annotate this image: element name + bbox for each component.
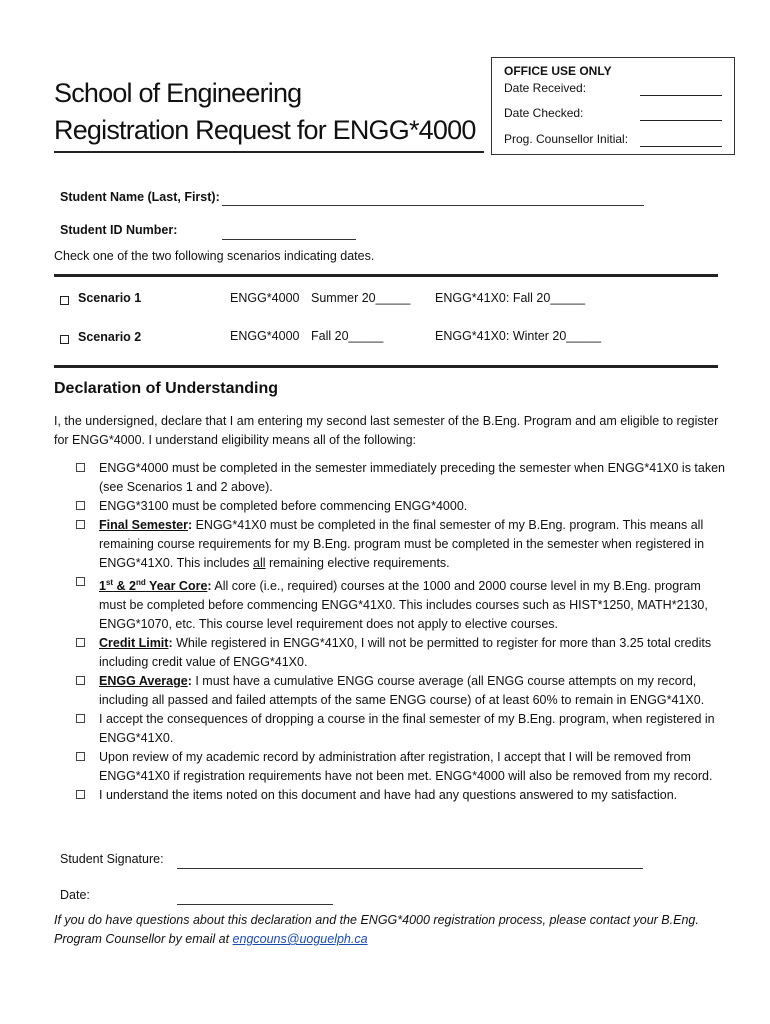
item-checkbox[interactable] <box>76 790 85 799</box>
item-checkbox[interactable] <box>76 638 85 647</box>
student-name-label: Student Name (Last, First): <box>60 190 220 204</box>
scenario-2-capstone: ENGG*41X0: Winter 20_____ <box>435 329 602 343</box>
counsellor-initial-label: Prog. Counsellor Initial: <box>504 132 629 146</box>
declaration-heading: Declaration of Understanding <box>54 380 279 397</box>
date-checked-label: Date Checked: <box>504 106 584 120</box>
item-checkbox[interactable] <box>76 676 85 685</box>
student-id-field[interactable] <box>222 225 356 240</box>
item-checkbox[interactable] <box>76 501 85 510</box>
declaration-item: Final Semester: ENGG*41X0 must be completed in the final semester of my B.Eng. program. This means all remaining course requirements for my B.Eng. program must be completed in the semester when registered in ENGG*41X0. This includes all remaining elective requirements. <box>76 516 726 573</box>
scenario-1-checkbox[interactable] <box>60 292 69 310</box>
item-checkbox[interactable] <box>76 714 85 723</box>
scenario-1-label: Scenario 1 <box>78 291 142 305</box>
declaration-item: ENGG*3100 must be completed before commencing ENGG*4000. <box>76 497 726 516</box>
date-received-field <box>640 82 722 96</box>
page-subtitle: Registration Request for ENGG*4000 <box>54 115 476 145</box>
declaration-intro: I, the undersigned, declare that I am entering my second last semester of the B.Eng. Program and am eligible to register for ENGG*4000. I understand eligibility means all of the following: <box>54 414 719 447</box>
declaration-item: I accept the consequences of dropping a course in the final semester of my B.Eng. program, when registered in ENGG*41X0. <box>76 710 726 748</box>
scenario-1-capstone: ENGG*41X0: Fall 20_____ <box>435 291 586 305</box>
scenario-2-course: ENGG*4000 <box>230 329 300 343</box>
item-checkbox[interactable] <box>76 463 85 472</box>
date-received-label: Date Received: <box>504 81 587 95</box>
signature-label: Student Signature: <box>60 852 164 866</box>
page-title: School of Engineering <box>54 78 302 108</box>
declaration-item: ENGG Average: I must have a cumulative ENGG course average (all ENGG course attempts on my record, including all passed and failed attempts of the same ENGG course) of at least 60% to remain in ENGG*41X0. <box>76 672 726 710</box>
scenario-instructions: Check one of the two following scenarios indicating dates. <box>54 249 375 263</box>
declaration-item: ENGG*4000 must be completed in the semester immediately preceding the semester when ENGG*41X0 is taken (see Scenarios 1 and 2 above). <box>76 459 726 497</box>
office-use-heading: OFFICE USE ONLY <box>504 64 612 78</box>
declaration-item: Credit Limit: While registered in ENGG*41X0, I will not be permitted to register for more than 3.25 total credits including credit value of ENGG*41X0. <box>76 634 726 672</box>
declaration-item: Upon review of my academic record by administration after registration, I accept that I will be removed from ENGG*41X0 if registration requirements have not been met. ENGG*4000 will also be removed from my record. <box>76 748 726 786</box>
scenario-2-label: Scenario 2 <box>78 330 142 344</box>
declaration-list <box>76 459 726 805</box>
scenario-1-term: Summer 20_____ <box>311 291 411 305</box>
student-name-field[interactable] <box>222 191 644 206</box>
signature-field[interactable] <box>177 854 643 869</box>
item-checkbox[interactable] <box>76 577 85 586</box>
student-id-label: Student ID Number: <box>60 223 178 237</box>
scenario-2-term: Fall 20_____ <box>311 329 384 343</box>
declaration-item: I understand the items noted on this document and have had any questions answered to my satisfaction. <box>76 786 726 805</box>
declaration-item: 1st & 2nd Year Core: All core (i.e., required) courses at the 1000 and 2000 course level in my B.Eng. program must be completed before commencing ENGG*41X0. This includes courses such as HIST*1250, MATH*2130, ENGG*1070, etc. This course level requirement does not apply to elective courses. <box>76 573 726 634</box>
counsellor-initial-field <box>640 133 722 147</box>
counsellor-email-link[interactable]: engcouns@uoguelph.ca <box>232 932 368 946</box>
contact-note: If you do have questions about this declaration and the ENGG*4000 registration process, please contact your B.Eng. Program Counsellor by email at engcouns@uoguelph.ca <box>54 913 699 946</box>
scenario-bottom-rule <box>54 365 718 368</box>
item-checkbox[interactable] <box>76 520 85 529</box>
date-label: Date: <box>60 888 90 902</box>
title-divider <box>54 151 484 153</box>
date-checked-field <box>640 107 722 121</box>
date-field[interactable] <box>177 890 333 905</box>
office-use-box <box>491 57 735 155</box>
scenario-2-checkbox[interactable] <box>60 331 69 349</box>
scenario-1-course: ENGG*4000 <box>230 291 300 305</box>
scenario-top-rule <box>54 274 718 277</box>
item-checkbox[interactable] <box>76 752 85 761</box>
